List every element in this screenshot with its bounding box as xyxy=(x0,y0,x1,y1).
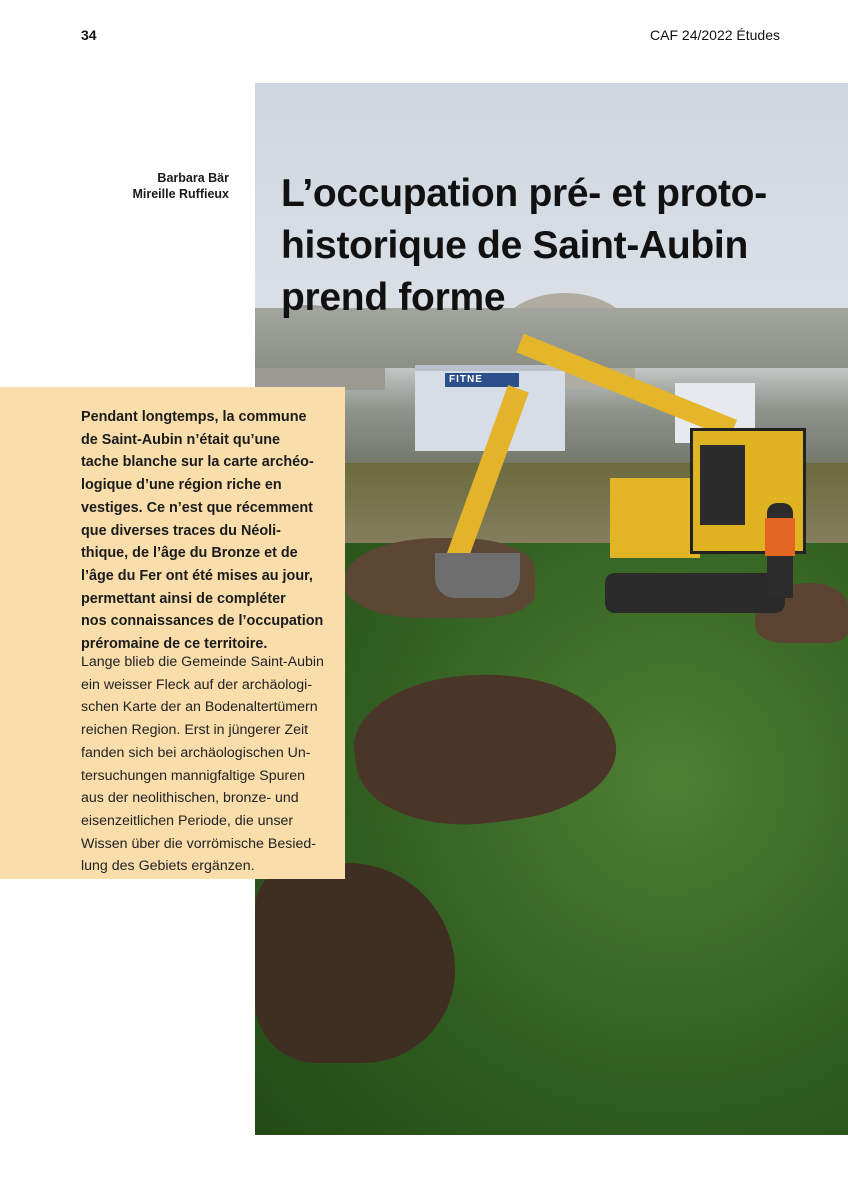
excavator-window xyxy=(700,445,745,525)
abstract-line: que diverses traces du Néoli- xyxy=(81,522,281,539)
abstract-french xyxy=(81,406,336,656)
abstract-line: lung des Gebiets ergänzen. xyxy=(81,858,255,875)
abstract-line: nos connaissances de l’occupation xyxy=(81,613,324,630)
photo-worker-vest xyxy=(765,518,795,556)
abstract-line: thique, de l’âge du Bronze et de xyxy=(81,545,298,562)
author-name: Barbara Bär xyxy=(157,171,229,185)
abstract-german xyxy=(81,651,336,878)
abstract-line: fanden sich bei archäologischen Un- xyxy=(81,744,311,761)
author-name: Mireille Ruffieux xyxy=(132,187,229,201)
abstract-line: logique d’une région riche en xyxy=(81,477,282,494)
abstract-line: de Saint-Aubin n’était qu’une xyxy=(81,431,281,448)
page-number: 34 xyxy=(81,27,97,43)
running-head: CAF 24/2022 Études xyxy=(650,27,780,43)
title-line: L’occupation pré- et proto- xyxy=(281,172,767,215)
abstract-line: vestiges. Ce n’est que récemment xyxy=(81,499,313,516)
abstract-line: préromaine de ce territoire. xyxy=(81,636,268,653)
photo-building-sign: FITNE xyxy=(445,373,519,387)
abstract-line: Lange blieb die Gemeinde Saint-Aubin xyxy=(81,654,324,670)
abstract-line: l’âge du Fer ont été mises au jour, xyxy=(81,567,313,584)
abstract-line: tersuchungen mannigfaltige Spuren xyxy=(81,767,306,784)
title-line: prend forme xyxy=(281,276,506,319)
abstract-line: aus der neolithischen, bronze- und xyxy=(81,790,299,807)
abstract-line: reichen Region. Erst in jüngerer Zeit xyxy=(81,722,309,739)
abstract-line: permettant ainsi de compléter xyxy=(81,590,286,607)
byline xyxy=(132,170,229,202)
abstract-line: eisenzeitlichen Periode, die unser xyxy=(81,812,294,829)
abstract-line: tache blanche sur la carte archéo- xyxy=(81,454,314,471)
abstract-line: Pendant longtemps, la commune xyxy=(81,409,307,425)
excavator-body xyxy=(610,478,700,558)
excavator-bucket xyxy=(435,553,520,598)
title-line: historique de Saint-Aubin xyxy=(281,224,748,267)
abstract-line: Wissen über die vorrömische Besied- xyxy=(81,835,316,852)
article-title xyxy=(281,168,821,324)
abstract-line: ein weisser Fleck auf der archäologi- xyxy=(81,676,313,693)
abstract-line: schen Karte der an Bodenaltertümern xyxy=(81,699,318,716)
excavator-track xyxy=(605,573,785,613)
